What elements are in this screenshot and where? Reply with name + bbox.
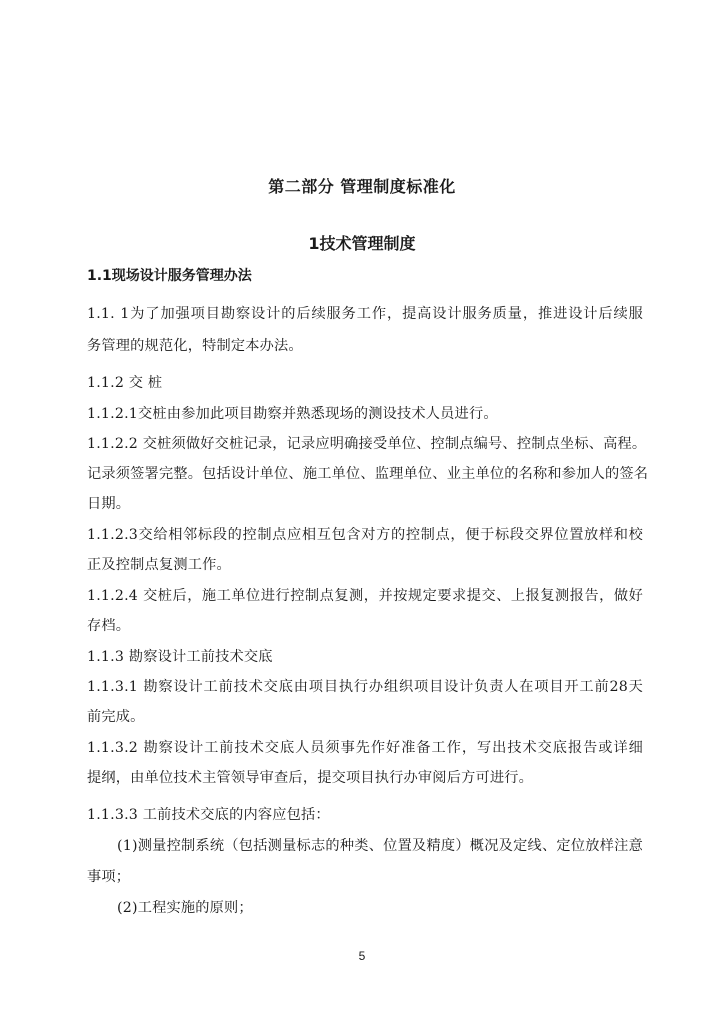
list-item-line: (2)工程实施的原则； <box>117 900 253 916</box>
part-title: 第二部分 管理制度标准化 <box>268 177 456 196</box>
paragraph-line: 1.1.2.4 交桩后，施工单位进行控制点复测，并按规定要求提交、上报复测报告，做好 <box>87 588 643 604</box>
paragraph-line: 前完成。 <box>87 709 145 725</box>
paragraph-line: 存档。 <box>87 618 131 634</box>
list-item-line: 事项； <box>87 869 131 885</box>
paragraph-line: 正及控制点复测工作。 <box>87 557 231 573</box>
paragraph-line: 1.1.3.1 勘察设计工前技术交底由项目执行办组织项目设计负责人在项目开工前28天 <box>87 679 643 695</box>
paragraph-line: 1.1.2.2 交桩须做好交桩记录，记录应明确接受单位、控制点编号、控制点坐标、高程。 <box>87 436 647 452</box>
paragraph-line: 记录须签署完整。包括设计单位、施工单位、监理单位、业主单位的名称和参加人的签名 <box>87 466 649 482</box>
page-number: 5 <box>358 949 366 963</box>
chapter-title: 1技术管理制度 <box>308 234 416 253</box>
subsection-heading: 1.1.2 交 桩 <box>87 375 163 391</box>
paragraph-line: 1.1. 1为了加强项目勘察设计的后续服务工作，提高设计服务质量，推进设计后续服 <box>87 306 643 322</box>
paragraph-line: 1.1.2.3交给相邻标段的控制点应相互包含对方的控制点，便于标段交界位置放样和校 <box>87 527 643 543</box>
paragraph-line: 务管理的规范化，特制定本办法。 <box>87 338 303 354</box>
paragraph-line: 1.1.3.2 勘察设计工前技术交底人员须事先作好准备工作，写出技术交底报告或详细 <box>87 740 643 756</box>
paragraph-line: 提纲，由单位技术主管领导审查后，提交项目执行办审阅后方可进行。 <box>87 770 534 786</box>
section-title: 1.1现场设计服务管理办法 <box>87 268 252 284</box>
paragraph-line: 1.1.3.3 工前技术交底的内容应包括： <box>87 807 330 823</box>
paragraph-line: 日期。 <box>87 496 131 512</box>
paragraph-line: 1.1.2.1交桩由参加此项目勘察并熟悉现场的测设技术人员进行。 <box>87 406 498 422</box>
subsection-heading: 1.1.3 勘察设计工前技术交底 <box>87 649 273 665</box>
list-item-line: (1)测量控制系统（包括测量标志的种类、位置及精度）概况及定线、定位放样注意 <box>117 838 643 854</box>
